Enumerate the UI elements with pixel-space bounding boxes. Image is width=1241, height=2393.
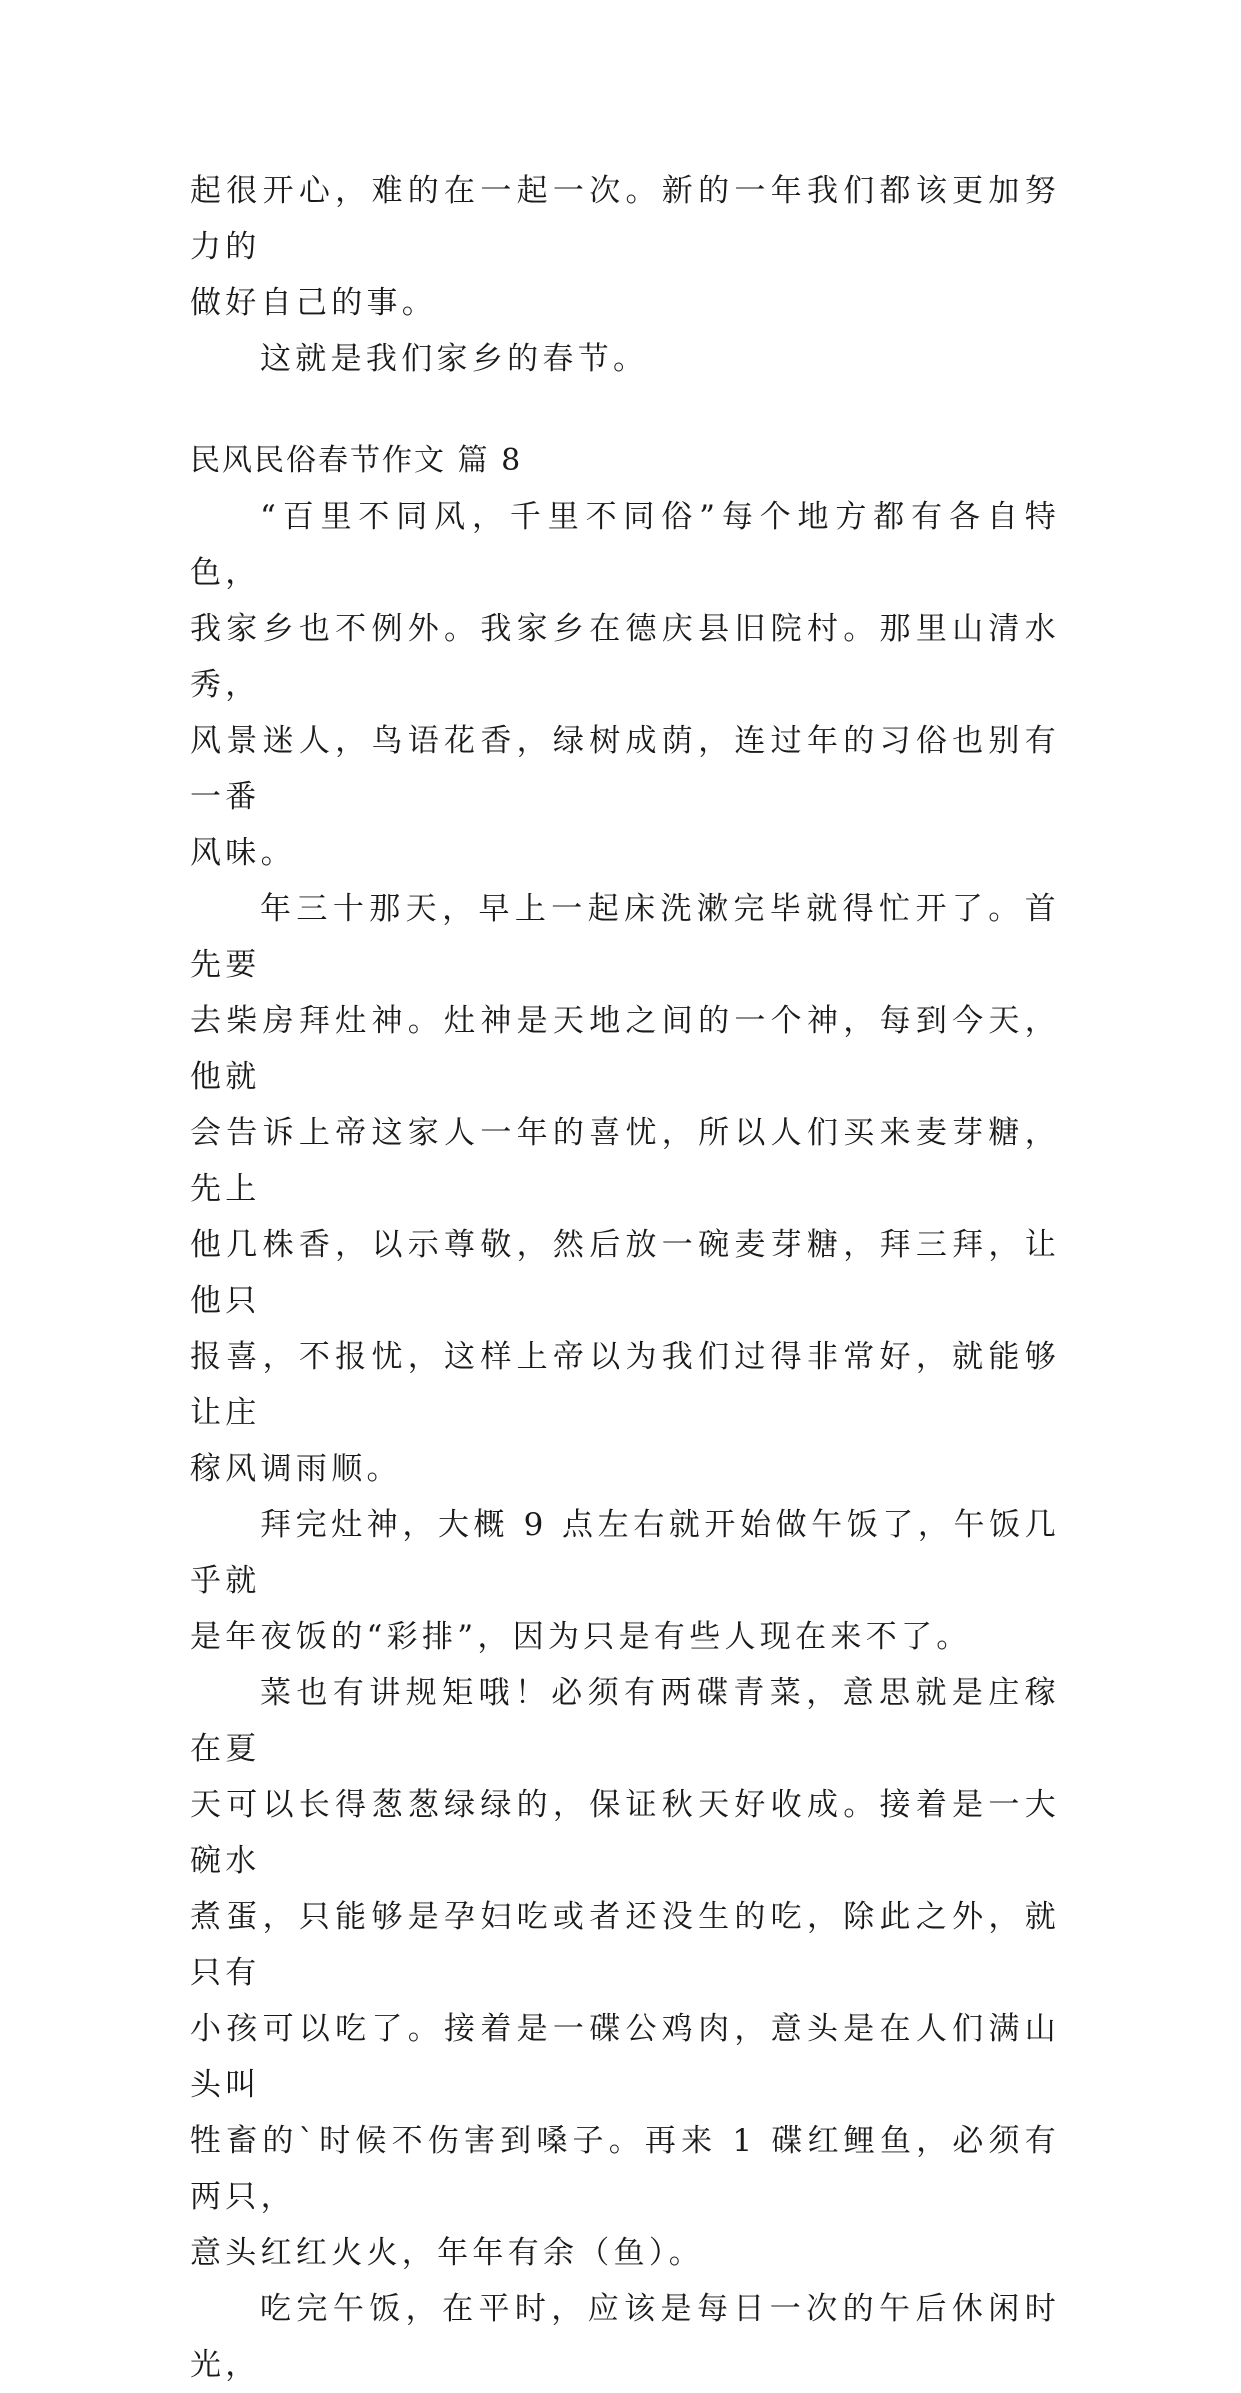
paragraph: 年三十那天，早上一起床洗漱完毕就得忙开了。首先要 去柴房拜灶神。灶神是天地之间的一个神，每到今天，他就 会告诉上帝这家人一年的喜忧，所以人们买来麦芽糖，先上 他几株香，以示尊敬，然后放一碗麦芽糖，拜三拜，让他只 报喜，不报忧，这样上帝以为我们过得非常好，就能够让庄 稼风调雨顺。 (190, 891, 1060, 1487)
section-spacer (190, 387, 1060, 433)
document-body (190, 163, 1060, 2393)
paragraph-continued: 起很开心，难的在一起一次。新的一年我们都该更加努力的 做好自己的事。 (190, 173, 1060, 321)
section-heading: 民风民俗春节作文 篇 8 (190, 443, 523, 478)
paragraph: 菜也有讲规矩哦！必须有两碟青菜，意思就是庄稼在夏 天可以长得葱葱绿绿的，保证秋天好收成。接着是一大碗水 煮蛋，只能够是孕妇吃或者还没生的吃，除此之外，就只有 小孩可以吃了。接着是一碟公鸡肉，意头是在人们满山头叫 牲畜的`时候不伤害到嗓子。再来 1 碟红鲤鱼，必须有两只， 意头红红火火，年年有余（鱼）。 (190, 1675, 1060, 2271)
paragraph: “百里不同风，千里不同俗”每个地方都有各自特色， 我家乡也不例外。我家乡在德庆县旧院村。那里山清水秀， 风景迷人，鸟语花香，绿树成荫，连过年的习俗也别有一番 风味。 (190, 499, 1060, 871)
paragraph: 吃完午饭，在平时，应该是每日一次的午后休闲时光， (190, 2291, 1060, 2383)
paragraph-closing: 这就是我们家乡的春节。 (260, 341, 649, 377)
paragraph: 拜完灶神，大概 9 点左右就开始做午饭了，午饭几乎就 是年夜饭的“彩排”，因为只是有些人现在来不了。 (190, 1507, 1060, 1655)
